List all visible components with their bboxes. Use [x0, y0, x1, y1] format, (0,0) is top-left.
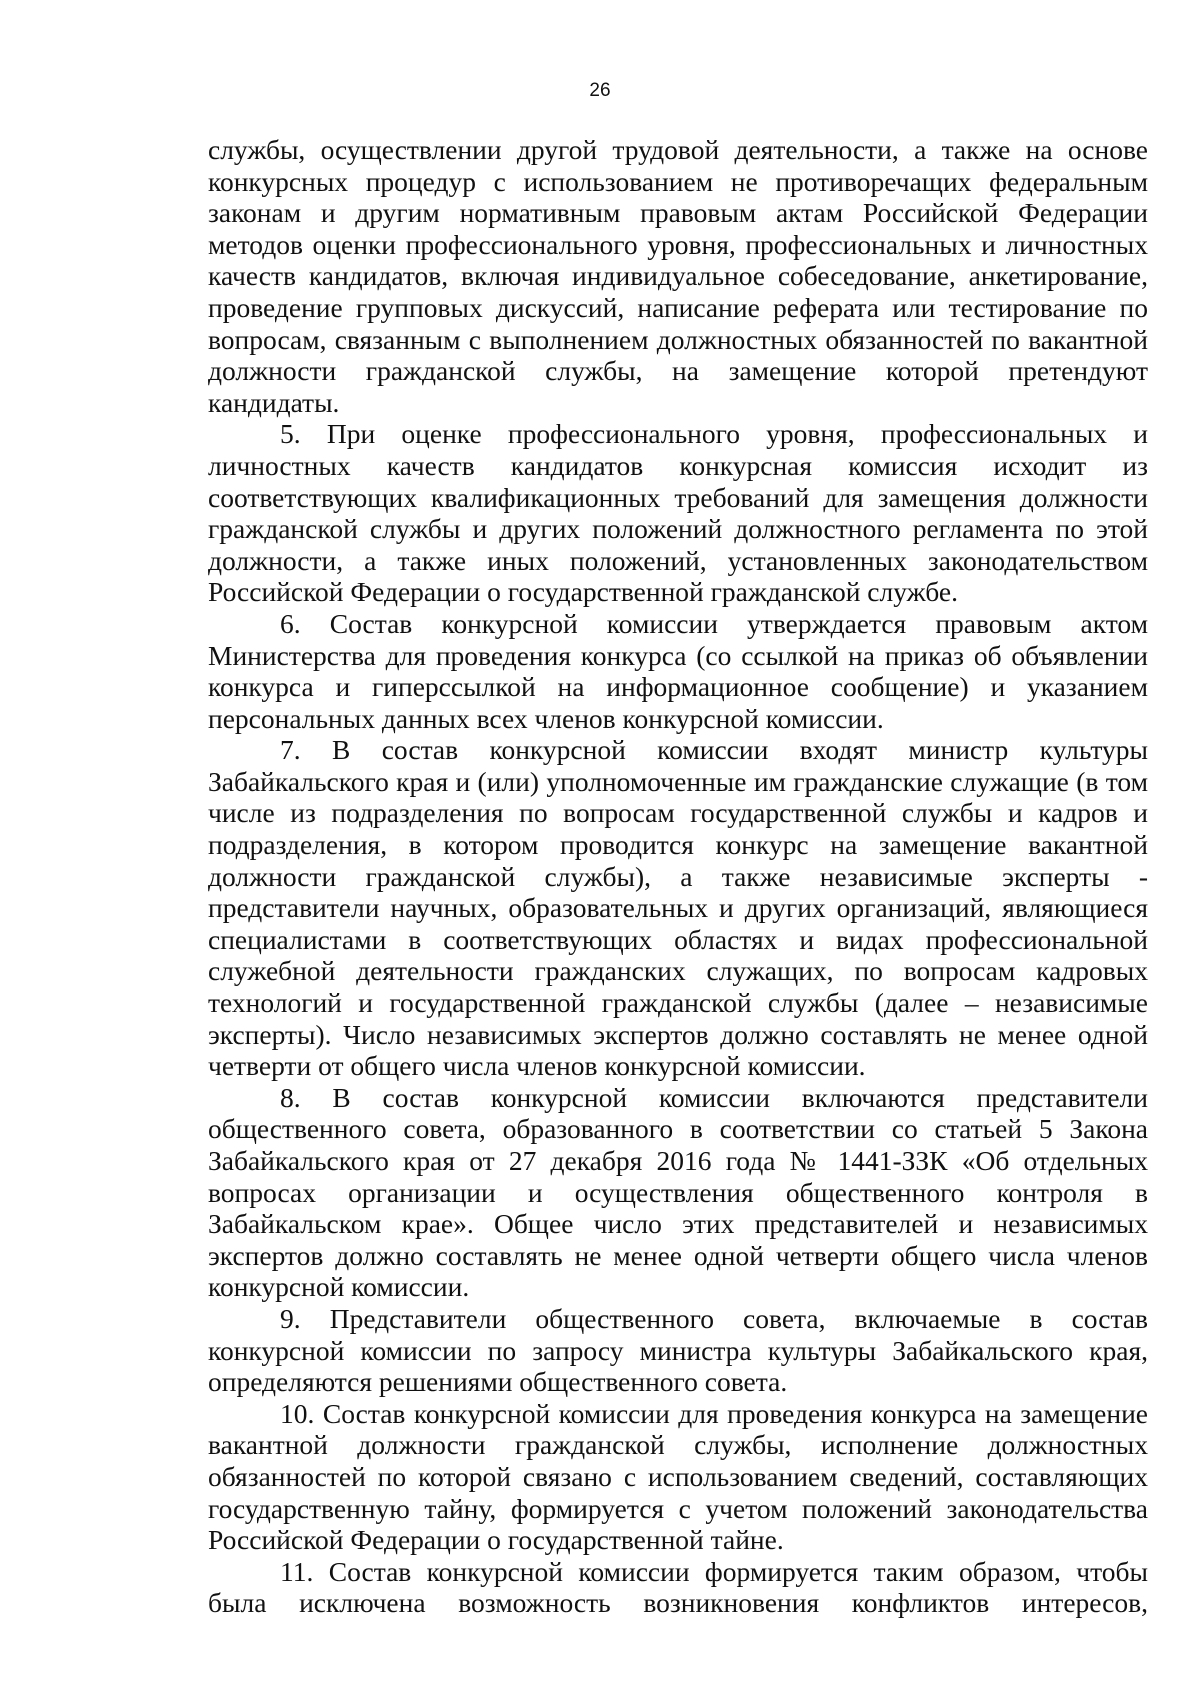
paragraph-6: 6. Состав конкурсной комиссии утверждается правовым актом Министерства для проведения конкурса (со ссылкой на приказ об объявлении конкурса и гиперссылкой на информационное сообщение) и указанием персональных данных всех членов конкурсной комиссии.: [208, 607, 1148, 734]
paragraph-8: 8. В состав конкурсной комиссии включаются представители общественного совета, образованного в соответствии со статьей 5 Закона Забайкальского края от 27 декабря 2016 года № 1441-ЗЗК «Об отдельных вопросах организации и осуществления общественного контроля в Забайкальском крае». Общее число этих представителей и независимых экспертов должно составлять не менее одной четверти общего числа членов конкурсной комиссии.: [208, 1081, 1148, 1303]
paragraph-9: 9. Представители общественного совета, включаемые в состав конкурсной комиссии по запросу министра культуры Забайкальского края, определяются решениями общественного совета.: [208, 1302, 1148, 1398]
paragraph-continuation: службы, осуществлении другой трудовой деятельности, а также на основе конкурсных процедур с использованием не противоречащих федеральным законам и другим нормативным правовым актам Российской Федерации методов оценки профессионального уровня, профессиональных и личностных качеств кандидатов, включая индивидуальное собеседование, анкетирование, проведение групповых дискуссий, написание реферата или тестирование по вопросам, связанным с выполнением должностных обязанностей по вакантной должности гражданской службы, на замещение которой претендуют кандидаты.: [208, 134, 1148, 418]
paragraph-11: 11. Состав конкурсной комиссии формируется таким образом, чтобы была исключена возможность возникновения конфликтов интересов,: [208, 1555, 1148, 1619]
page-number: 26: [589, 80, 611, 101]
paragraph-10: 10. Состав конкурсной комиссии для проведения конкурса на замещение вакантной должности гражданской службы, исполнение должностных обязанностей по которой связано с использованием сведений, составляющих государственную тайну, формируется с учетом положений законодательства Российской Федерации о государственной тайне.: [208, 1397, 1148, 1556]
document-body: [208, 134, 1148, 1619]
paragraph-5: 5. При оценке профессионального уровня, профессиональных и личностных качеств кандидатов конкурсная комиссия исходит из соответствующих квалификационных требований для замещения должности гражданской службы и других положений должностного регламента по этой должности, а также иных положений, установленных законодательством Российской Федерации о государственной гражданской службе.: [208, 418, 1148, 608]
paragraph-7: 7. В состав конкурсной комиссии входят министр культуры Забайкальского края и (или) уполномоченные им гражданские служащие (в том числе из подразделения по вопросам государственной службы и кадров и подразделения, в котором проводится конкурс на замещение вакантной должности гражданской службы), а также независимые эксперты - представители научных, образовательных и других организаций, являющиеся специалистами в соответствующих областях и видах профессиональной служебной деятельности гражданских служащих, по вопросам кадровых технологий и государственной гражданской службы (далее – независимые эксперты). Число независимых экспертов должно составлять не менее одной четверти от общего числа членов конкурсной комиссии.: [208, 734, 1148, 1082]
